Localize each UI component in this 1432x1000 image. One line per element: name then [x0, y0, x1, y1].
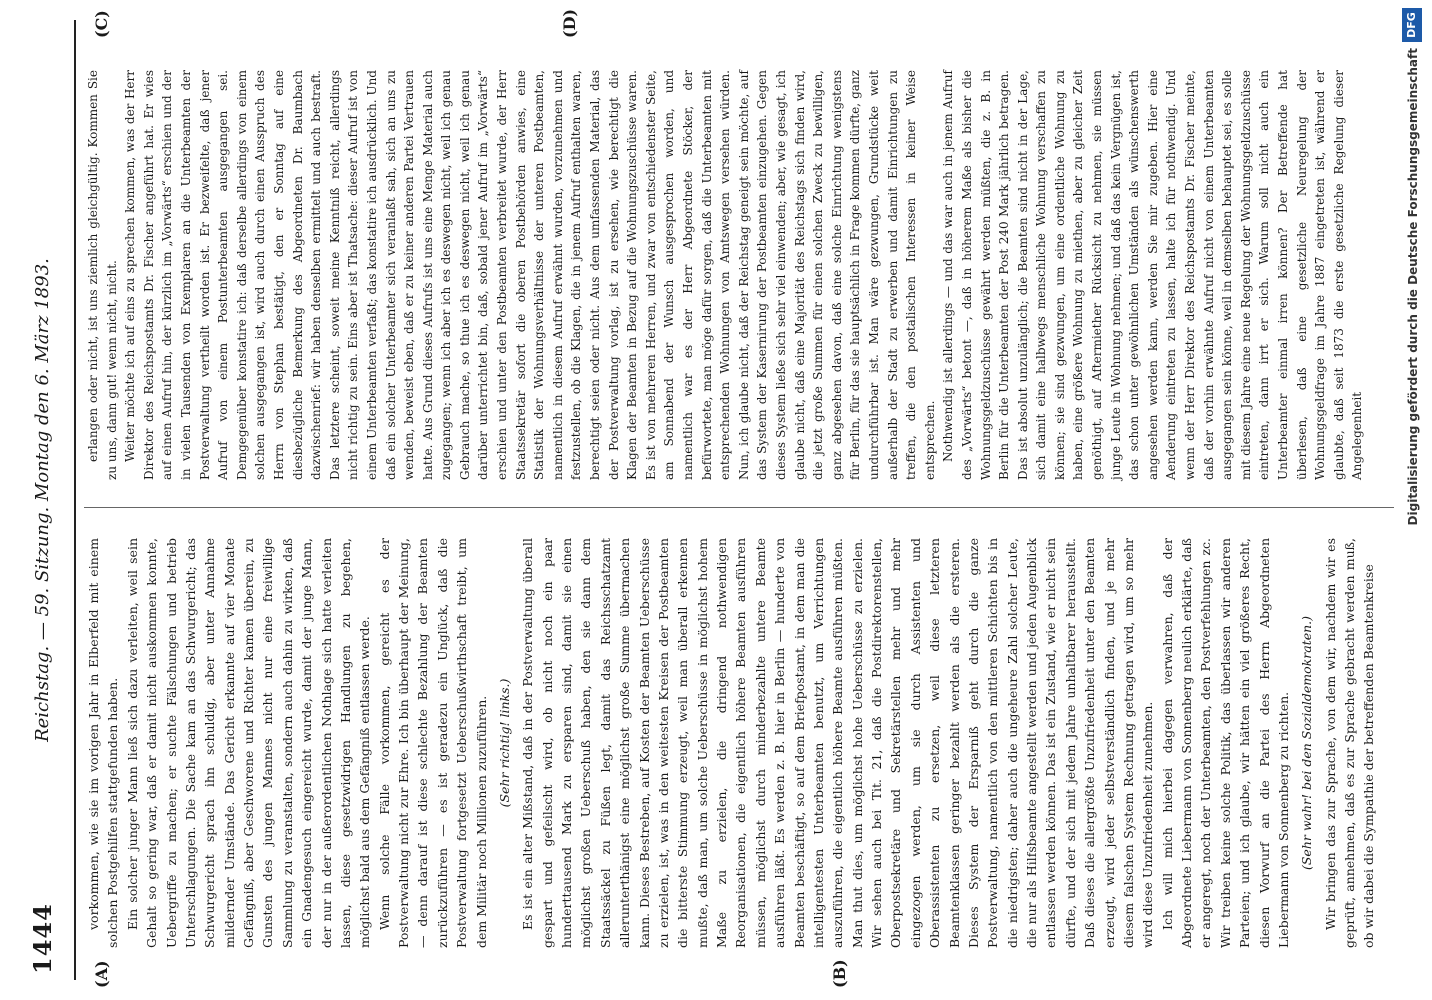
- margin-letter-d: (D): [560, 8, 579, 38]
- interjection: (Sehr richtig! links.): [496, 678, 512, 808]
- paragraph: Wir bringen das zur Sprache, von dem wir, nachdem wir es geprüft, annehmen, daß es zur Sprache gebracht werden muß, ob wir dabei die Sympathie der betreffenden Beamtenkreise: [1322, 538, 1377, 948]
- digitization-watermark: [1398, 0, 1428, 1000]
- page-header: [28, 0, 64, 1000]
- paragraph: Wenn solche Fälle vorkommen, gereicht es der Postverwaltung nicht zur Ehre. Ich bin überhaupt der Meinung, — denn darauf ist diese schlechte Bezahlung der Beamten zurückzuführen — es ist geradezu ein Unglück, daß die Postverwaltung fortgesetzt Ueberschußwirthschaft treibt, um dem Militär noch Millionen zuzuführen.: [376, 538, 489, 948]
- paragraph: Ein solcher junger Mann ließ sich dazu verleiten, weil sein Gehalt so gering war, daß er damit nicht auskommen konnte, Uebergriffe zu machen; er suchte Fälschungen und betrieb Unterschlagungen. Die Sache kam an das Schwurgericht; das Schwurgericht sprach ihn schuldig, aber unter Annahme mildernder Umstände. Das Gericht erkannte auf vier Monate Gefängniß, aber Geschworene und Richter kamen überein, zu Gunsten des jungen Mannes nicht nur eine freiwillige Sammlung zu veranstalten, sondern auch dahin zu wirken, daß ein Gnadengesuch eingereicht wurde, damit der junge Mann, der nur in der außerordentlichen Nothlage sich hatte verleiten lassen, diese gesetzwidrigen Handlungen zu begehen, möglichst bald aus dem Gefängniß entlassen werde.: [124, 538, 373, 948]
- paragraph: Nothwendig ist allerdings — und das war auch in jenem Aufruf des „Vorwärts“ betont —, daß in höherem Maße als bisher die Wohnungsgeldzuschüsse gewährt werden müßten, die z. B. in Berlin für die Unterbeamten der Post 240 Mark jährlich betragen. Das ist absolut unzulänglich; die Beamten sind nicht in der Lage, sich damit eine halbwegs menschliche Wohnung verschaffen zu können; sie sind gezwungen, um eine ordentliche Wohnung zu haben, eine größere Wohnung zu miethen, aber zu gleicher Zeit genöthigt, auf Aftermiether Rücksicht zu nehmen, sie müssen junge Leute in Wohnung nehmen; und daß das kein Vergnügen ist, das schon unter gewöhnlichen Umständen als wünschenswerth angesehen werden kann, werden Sie mir zugeben. Hier eine Aenderung eintreten zu lassen, halte ich für nothwendig. Und wenn der Herr Direktor des Reichspostamts Dr. Fischer meinte, daß der vorhin erwähnte Aufruf nicht von einem Unterbeamten ausgegangen sein könne, weil in demselben behauptet sei, es solle mit diesem Jahre eine neue Regelung der Wohnungsgeldzuschüsse eintreten, dann irrt er sich. Warum soll nicht auch ein Unterbeamter einmal irren können? Der Betreffende hat überlesen, daß eine gesetzliche Neuregelung der Wohnungsgeldfrage im Jahre 1887 eingetreten ist, während er glaubte, daß seit 1873 die erste gesetzliche Regelung dieser Angelegenheit: [941, 70, 1365, 480]
- paragraph: Ich will mich hierbei dagegen verwahren, daß der Abgeordnete Liebermann von Sonnenberg neulich erklärte, daß er angeregt, noch der Unterbeamten, den Postverfehlungen zc. Wir treiben keine solche Politik, das überlassen wir anderen Parteien; und ich glaube, wir hätten ein viel größeres Recht, diesen Vorwurf an die Partei des Herrn Abgeordneten Liebermann von Sonnenberg zu richten.: [1159, 538, 1291, 948]
- margin-letter-b: (B): [830, 959, 849, 988]
- margin-letter-a: (A): [92, 960, 111, 988]
- left-column: [84, 538, 1379, 948]
- dfg-logo: DFG: [1402, 8, 1422, 42]
- paragraph: Es ist ein alter Mißstand, daß in der Postverwaltung überall gespart und gefeilscht wird, ob nicht noch ein paar hunderttausend Mark zu ersparen sind, damit sie einen möglichst großen Ueberschuß haben, den sie dann dem Staatssäckel zu Füßen legt, damit das Reichsschatzamt allerunterthänigst eine möglichst große Summe übermachen kann. Dieses Bestreben, auf Kosten der Beamten Ueberschüsse zu erzielen, ist, was in den weitesten Kreisen der Postbeamten die bitterste Stimmung erzeugt, weil man überall erkennen mußte, daß man, um solche Ueberschüsse in möglichst hohem Maße zu erzielen, die dringend nothwendigen Reorganisationen, die eigentlich höhere Beamten ausführen müssen, möglichst durch minderbezahlte untere Beamte ausführen läßt. Es werden z. B. hier in Berlin — hunderte von Beamten beschäftigt, so auf dem Briefpostamt, in dem man die intelligentesten Unterbeamten benutzt, um Verrichtungen auszuführen, die eigentlich höhere Beamte ausführen müßten. Man thut dies, um möglichst hohe Ueberschüsse zu erzielen. Wir sehen auch bei Tit. 21, daß die Postdirektorenstellen, Oberpostsekretäre und Sekretärstellen mehr und mehr eingezogen werden, um sie durch Assistenten und Oberassistenten zu ersetzen, weil diese letzteren Beamtenklassen geringer bezahlt werden als die ersteren. Dieses System der Ersparniß geht durch die ganze Postverwaltung, namentlich von den mittleren Schichten bis in die niedrigsten; daher auch die ungeheure Zahl solcher Leute, die nur als Hilfsbeamte angestellt werden und jeden Augenblick entlassen werden können. Das ist ein Zustand, wie er nicht sein dürfte, und der sich mit jedem Jahre unhaltbarer herausstellt. Daß dieses die allergrößte Unzufriedenheit unter den Beamten erzeugt, wird jeder selbstverständlich finden, und je mehr diesem falschen System Rechnung getragen wird, um so mehr wird diese Unzufriedenheit zunehmen.: [520, 538, 1156, 948]
- watermark-text: Digitalisierung gefördert durch die Deutsche Forschungsgemeinschaft: [1406, 48, 1420, 526]
- paragraph: Weiter möchte ich auf eins zu sprechen kommen, was der Herr Direktor des Reichspostamts Dr. Fischer angeführt hat. Er wies auf einen Aufruf hin, der kürzlich im „Vorwärts“ erschien und der in vielen Tausenden von Exemplaren an die Unterbeamten der Postverwaltung vertheilt worden ist. Er bezweifelte, daß jener Aufruf von einem Postunterbeamten ausgegangen sei. Demgegenüber konstatire ich: daß derselbe allerdings von einem solchen ausgegangen ist, wird auch durch einen Ausspruch des Herrn von Stephan bestätigt, den er Sonntag auf eine diesbezügliche Bemerkung des Abgeordneten Dr. Baumbach dazwischenrief: wir haben denselben ermittelt und auch bestraft. Das letztere scheint, soweit meine Kenntniß reicht, allerdings nicht richtig zu sein. Eins aber ist Thatsache: dieser Aufruf ist von einem Unterbeamten verfaßt; das konstatire ich ausdrücklich. Und daß ein solcher Unterbeamter sich veranlaßt sah, sich an uns zu wenden, beweist eben, daß er zu keiner anderen Partei Vertrauen hatte. Aus Grund dieses Aufrufs ist uns eine Menge Material auch zugegangen; wenn ich aber ich es deswegen nicht, weil ich genau Gebrauch mache, so thue ich es deswegen nicht, weil ich genau darüber unterrichtet bin, daß, sobald jener Aufruf im „Vorwärts“ erschien und unter den Postbeamten verbreitet wurde, der Herr Staatssekretär sofort die oberen Postbehörden anwies, eine Statistik der Wohnungsverhältnisse der unteren Postbeamten, namentlich in diesem Aufruf erwähnt wurden, vorzunehmen und festzustellen, ob die Klagen, die in jenem Aufruf enthalten waren, berechtigt seien oder nicht. Aus dem umfassenden Material, das der Postverwaltung vorlag, ist zu ersehen, wie berechtigt die Klagen der Beamten in Bezug auf die Wohnungszuschüsse waren. Es ist von mehreren Herren, und zwar von entschiedenster Seite, am Sonnabend der Wunsch ausgesprochen worden, und namentlich war es der Herr Abgeordnete Stöcker, der befürwortete, man möge dafür sorgen, daß die Unterbeamten mit entsprechenden Wohnungen von Amtswegen versehen würden. Nun, ich glaube nicht, daß der Reichstag geneigt sein möchte, auf das System der Kasernirung der Postbeamten einzugehen. Gegen dieses System ließe sich sehr viel einwenden; aber, wie gesagt, ich glaube nicht, daß eine Majorität des Reichstags sich finden wird, die jetzt große Summen für einen solchen Zweck zu bewilligen, ganz abgesehen davon, daß eine solche Einrichtung wenigstens für Berlin, für das sie hauptsächlich in Frage kommen dürfte, ganz undurchführbar ist. Man wäre gezwungen, Grundstücke weit außerhalb der Stadt zu erwerben und damit Einrichtungen zu treffen, die den postalischen Interessen in keiner Weise entsprechen.: [123, 70, 937, 480]
- running-head: Reichstag. — 59. Sitzung. Montag den 6. März 1893.: [32, 258, 53, 742]
- margin-letter-c: (C): [92, 10, 111, 38]
- interjection: (Sehr wahr! bei den Sozialdemokraten.): [1299, 615, 1315, 871]
- header-rule: [74, 20, 76, 980]
- paragraph: erlangen oder nicht, ist uns ziemlich gleichgültig. Kommen Sie zu uns, dann gut! wenn nicht, nicht.: [86, 70, 119, 480]
- page-number: 1444: [28, 903, 57, 974]
- column-divider: [84, 507, 1394, 508]
- right-column: [84, 70, 1367, 480]
- paragraph: vorkommen, wie sie im vorigen Jahr in Elberfeld mit einem solchen Postgehilfen stattgefunden haben.: [86, 538, 121, 948]
